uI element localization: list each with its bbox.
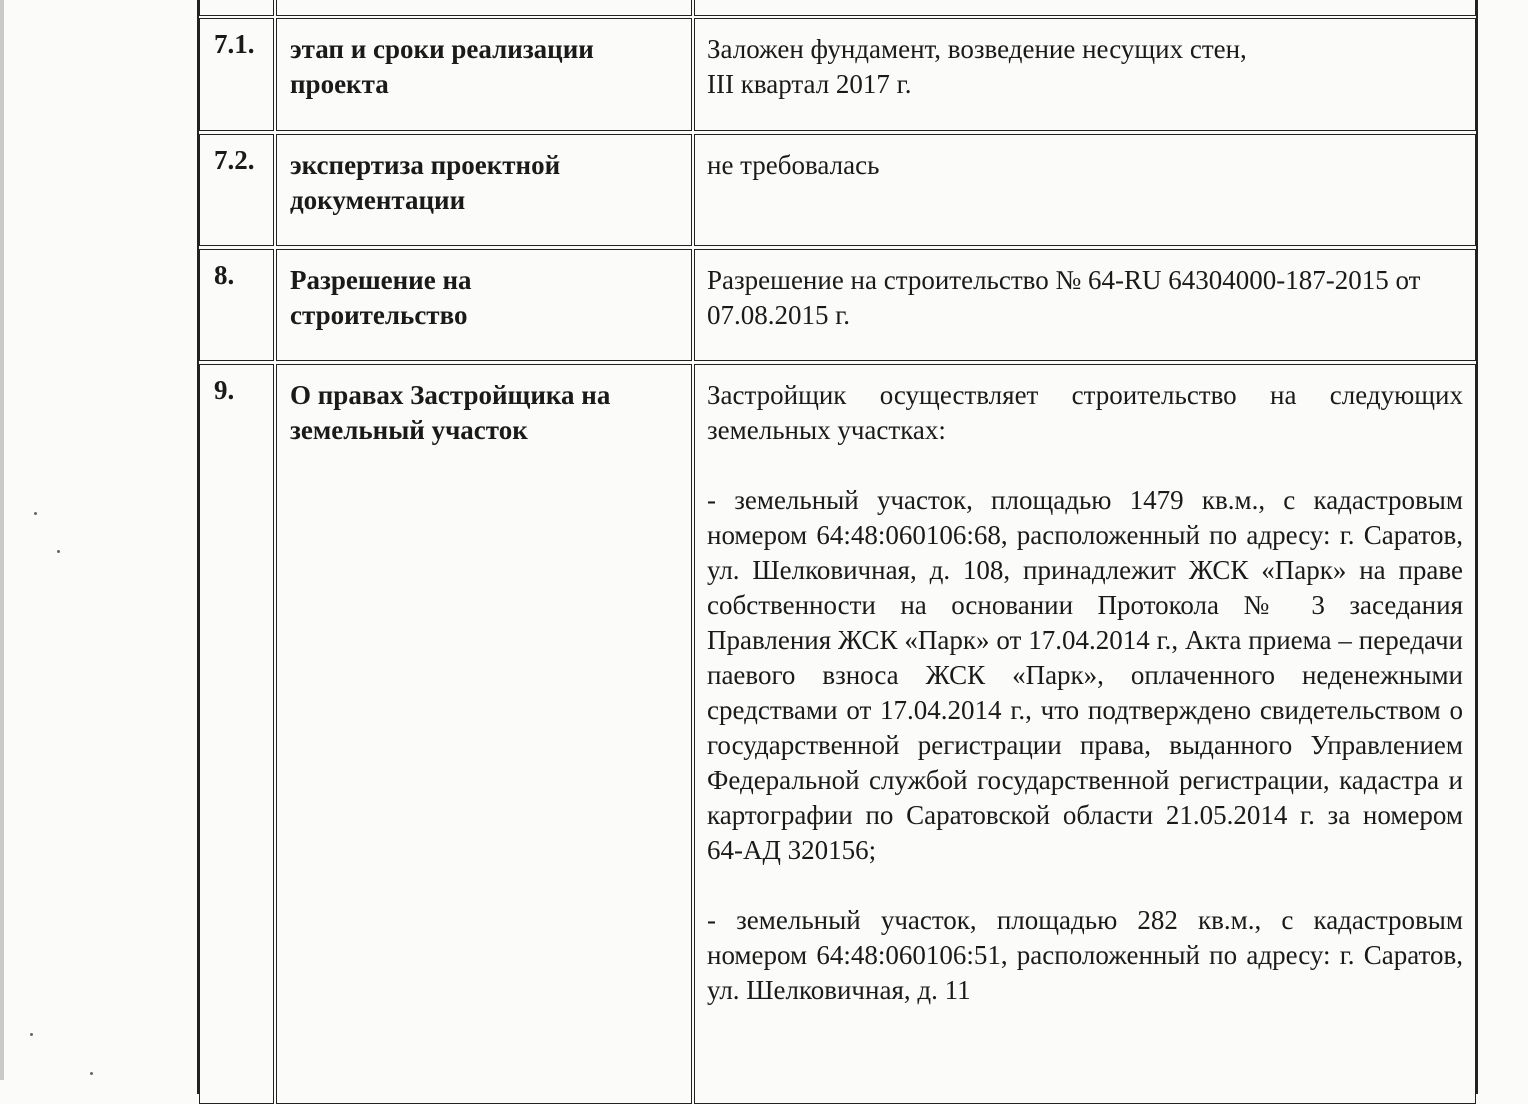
row-value: Разрешение на строительство № 64-RU 64304000-187-2015 от 07.08.2015 г. [707, 265, 1421, 330]
row-number-cell [199, 249, 274, 361]
parcel-1-paragraph: - земельный участок, площадью 1479 кв.м., с кадастровым номером 64:48:060106:68, расположенный по адресу: г. Саратов, ул. Шелковичная, д. 108, принадлежит ЖСК «Парк» на праве собственности на основании Протокола № 3 заседания Правления ЖСК «Парк» от 17.04.2014 г., Акта приема – передачи паевого взноса ЖСК «Парк», оплаченного неденежными средствами от 17.04.2014 г., что подтверждено свидетельством о государственной регистрации права, выданного Управлением Федеральной службой государственной регистрации, кадастра и картографии по Саратовской области 21.05.2014 г. за номером 64-АД 320156; [707, 485, 1463, 865]
scan-speck [34, 512, 37, 515]
row-number: 7.1. [214, 29, 255, 59]
row-number-cell [199, 364, 274, 1104]
scan-speck [30, 1033, 33, 1036]
row-label-cell [276, 249, 692, 361]
row-number-cell [199, 134, 274, 246]
row-value-cell [694, 18, 1476, 131]
row-label-cell [276, 134, 692, 246]
row-label: этап и сроки реализации проекта [290, 34, 594, 99]
scan-speck [57, 550, 60, 553]
row-value-cell [694, 134, 1476, 246]
scan-edge [0, 0, 4, 1080]
table-row [199, 249, 1476, 361]
table-row [199, 0, 1476, 16]
row-label-cell [276, 18, 692, 131]
row-label-cell [276, 364, 692, 1104]
table-row [199, 18, 1476, 131]
row-label-cell [276, 0, 692, 16]
row-number: 9. [214, 375, 235, 405]
row-label: экспертиза проектной документации [290, 150, 561, 215]
table-row [199, 364, 1476, 1104]
table-row [199, 134, 1476, 246]
row-value: Заложен фундамент, возведение несущих стен, III квартал 2017 г. [707, 34, 1247, 99]
project-declaration-table [197, 0, 1478, 1094]
row-label: О правах Застройщика на земельный участок [290, 380, 611, 445]
row-number: 7.2. [214, 145, 255, 175]
row-number-cell [199, 0, 274, 16]
row-value-cell [694, 249, 1476, 361]
row-value-cell [694, 0, 1476, 16]
row-value: не требовалась [707, 150, 880, 180]
row-number: 8. [214, 260, 235, 290]
row-number-cell [199, 18, 274, 131]
parcel-2-paragraph: - земельный участок, площадью 282 кв.м., с кадастровым номером 64:48:060106:51, расположенный по адресу: г. Саратов, ул. Шелковичная, д. 11 [707, 905, 1463, 1005]
scan-speck [90, 1072, 93, 1075]
row-value [707, 378, 1463, 1008]
row-value-cell [694, 364, 1476, 1104]
intro-paragraph: Застройщик осуществляет строительство на следующих земельных участках: [707, 380, 1463, 445]
row-label: Разрешение на строительство [290, 265, 472, 330]
